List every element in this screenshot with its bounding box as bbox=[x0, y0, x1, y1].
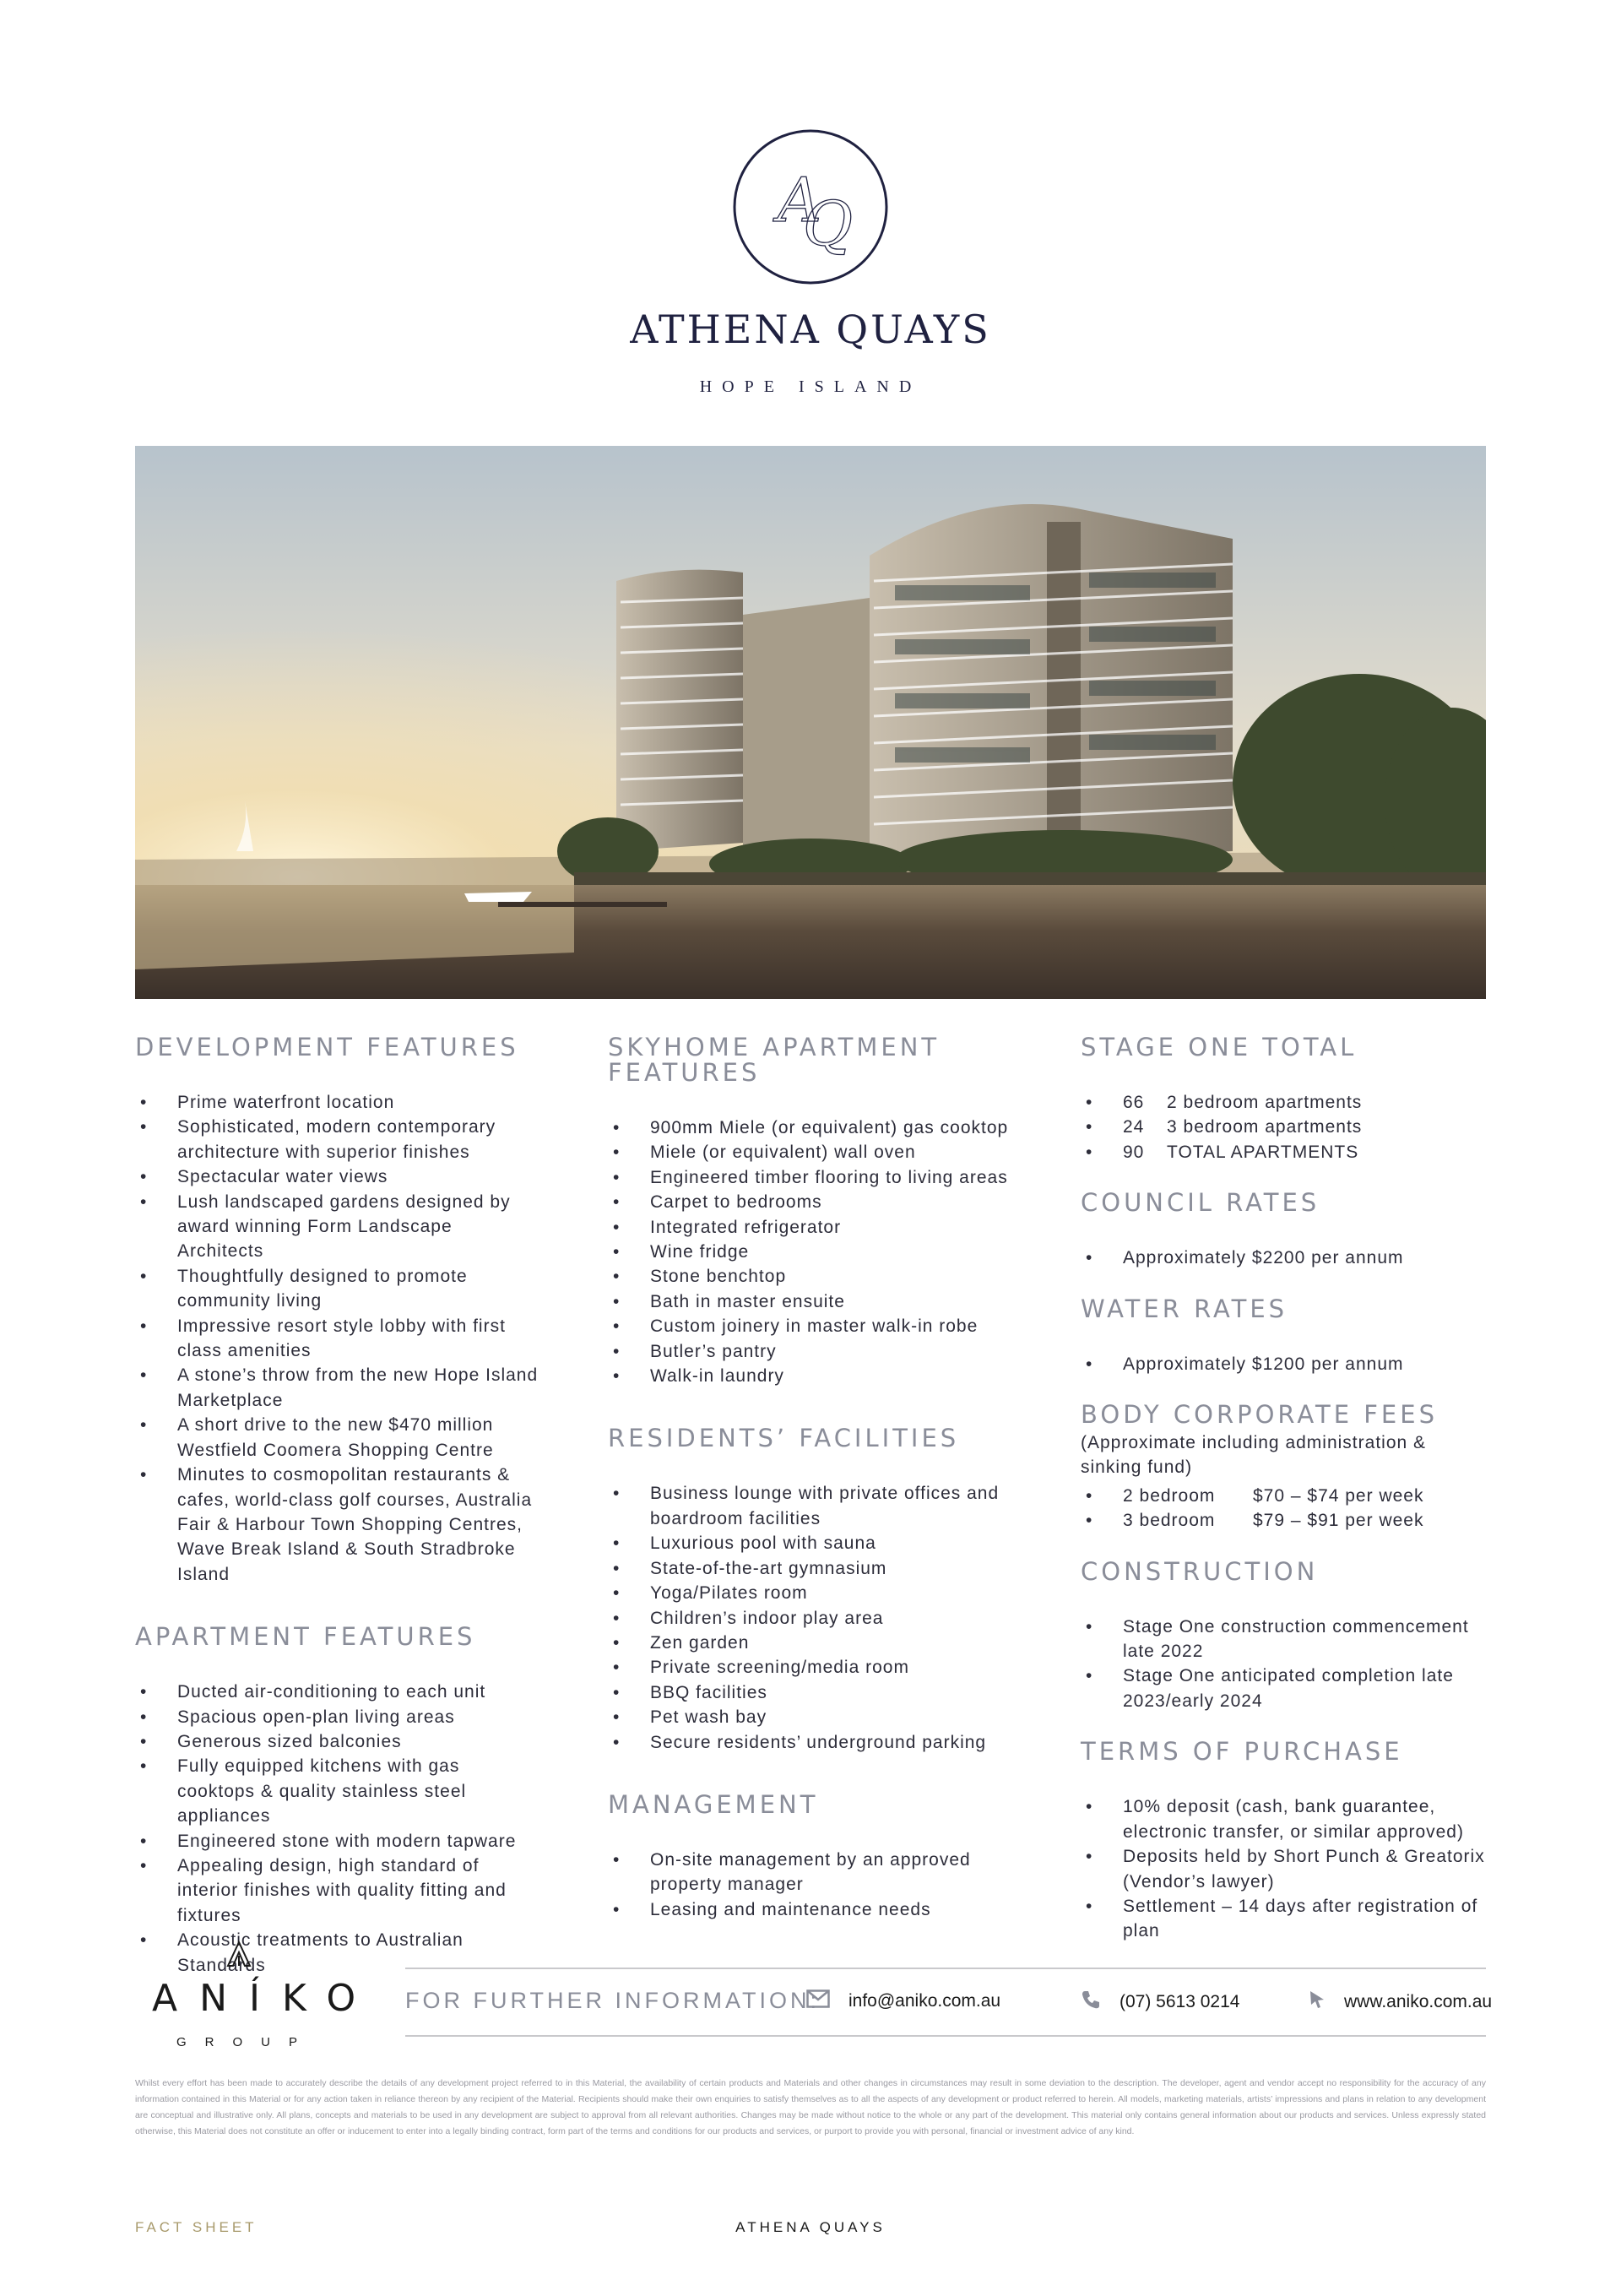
residents-facilities-list bbox=[608, 1481, 1047, 1754]
aniko-group-label: GROUP bbox=[176, 2035, 316, 2049]
list-item: • Custom joinery in master walk-in robe bbox=[608, 1314, 1047, 1338]
construction-list bbox=[1081, 1615, 1486, 1714]
body-corporate-note: (Approximate including administration & sinking fund) bbox=[1081, 1433, 1427, 1478]
fee-range: $70 – $74 per week bbox=[1253, 1485, 1424, 1506]
list-item: • Children’s indoor play area bbox=[608, 1606, 1047, 1631]
disclaimer-text: Whilst every effort has been made to accurately describe the details of any development project referred to in this Material, the availability of certain products and Materials and other changes in circumstances may result in some deviation to the description. The developer, agent and vendor accept no responsibility for the accuracy of any information contained in this Material or for any action taken in reliance thereon by any recipient of the Material. Recipients should make their own enquiries to satisfy themselves as to all the aspects of any development or product referred to herein. All models, marketing materials, artists’ impressions and plans in relation to any development are conceptual and illustrative only. All plans, concepts and materials to be used in any development are subject to approval from all relevant authorities. Changes may be made without notice to the whole or any part of the development. This material only contains general information about our products and services. Unless expressly stated otherwise, this Material does not constitute an offer or inducement to enter into a legally binding contract, form part of the terms and conditions for our products and services, or purport to provide you with personal, financial or investment advice of any kind. bbox=[135, 2078, 1486, 2136]
list-item: • Spacious open-plan living areas bbox=[135, 1705, 540, 1729]
list-item bbox=[1081, 1140, 1486, 1164]
apartment-type: 3 bedroom apartments bbox=[1167, 1117, 1363, 1137]
skyhome-features-title: SKYHOME APARTMENT FEATURES bbox=[608, 1033, 941, 1087]
list-item: • Integrated refrigerator bbox=[608, 1215, 1047, 1240]
list-item: • 10% deposit (cash, bank guarantee, electronic transfer, or similar approved) bbox=[1081, 1794, 1486, 1844]
list-item: • Stage One construction commencement late 2022 bbox=[1081, 1615, 1486, 1664]
list-item: • BBQ facilities bbox=[608, 1680, 1047, 1705]
building-main bbox=[870, 504, 1233, 868]
monogram-a: A bbox=[778, 165, 821, 236]
list-item: • Settlement – 14 days after registration of plan bbox=[1081, 1894, 1486, 1944]
building-left bbox=[616, 570, 743, 851]
column-middle bbox=[608, 1034, 1047, 1922]
list-item: • State-of-the-art gymnasium bbox=[608, 1556, 1047, 1581]
list-item: • Luxurious pool with sauna bbox=[608, 1531, 1047, 1555]
stage-one-title: STAGE ONE TOTAL bbox=[1081, 1033, 1358, 1061]
list-item: • Impressive resort style lobby with first class amenities bbox=[135, 1314, 540, 1364]
list-item: • Miele (or equivalent) wall oven bbox=[608, 1140, 1047, 1164]
list-item: • Walk-in laundry bbox=[608, 1364, 1047, 1388]
apartment-features-list bbox=[135, 1680, 540, 1978]
apartment-count: 24 bbox=[1123, 1117, 1145, 1137]
list-item: • Yoga/Pilates room bbox=[608, 1581, 1047, 1605]
list-item: • Engineered timber flooring to living areas bbox=[608, 1165, 1047, 1190]
brand-subtitle: HOPE ISLAND bbox=[699, 377, 922, 396]
list-item: • Business lounge with private offices and boardroom facilities bbox=[608, 1481, 1047, 1531]
email-link[interactable] bbox=[806, 1989, 1000, 2013]
list-item: • On-site management by an approved property manager bbox=[608, 1848, 1047, 1897]
list-item: • Pet wash bay bbox=[608, 1705, 1047, 1729]
monogram-q: Q bbox=[803, 188, 854, 259]
list-item: • Stone benchtop bbox=[608, 1264, 1047, 1289]
fact-sheet-label: FACT SHEET bbox=[135, 2219, 258, 2235]
apartment-count: 90 bbox=[1123, 1142, 1145, 1162]
body-corporate-title: BODY CORPORATE FEES bbox=[1081, 1400, 1438, 1430]
management-list bbox=[608, 1848, 1047, 1922]
list-item: • Generous sized balconies bbox=[135, 1729, 540, 1754]
header-logo bbox=[0, 127, 1621, 397]
list-item: • Leasing and maintenance needs bbox=[608, 1897, 1047, 1922]
water-rates-list bbox=[1081, 1352, 1486, 1376]
fee-range: $79 – $91 per week bbox=[1253, 1511, 1424, 1531]
list-item: • Zen garden bbox=[608, 1631, 1047, 1655]
list-item: • Carpet to bedrooms bbox=[608, 1190, 1047, 1214]
email-text[interactable]: info@aniko.com.au bbox=[848, 1991, 1001, 2011]
website-text[interactable]: www.aniko.com.au bbox=[1344, 1992, 1493, 2011]
list-item: • Acoustic treatments to Australian Standards bbox=[135, 1928, 540, 1978]
aq-monogram-icon bbox=[730, 127, 891, 291]
phone-icon bbox=[1081, 1989, 1101, 2015]
list-item: • 900mm Miele (or equivalent) gas cooktop bbox=[608, 1115, 1047, 1140]
body-corporate-list bbox=[1081, 1484, 1486, 1533]
phone-text[interactable]: (07) 5613 0214 bbox=[1120, 1992, 1240, 2011]
list-item: • Wine fridge bbox=[608, 1240, 1047, 1264]
footer-brand-label: ATHENA QUAYS bbox=[735, 2219, 886, 2235]
council-rates-list bbox=[1081, 1246, 1486, 1270]
list-item: • Approximately $2200 per annum bbox=[1081, 1246, 1486, 1270]
list-item: • Spectacular water views bbox=[135, 1164, 540, 1189]
list-item: • Fully equipped kitchens with gas cooktops & quality stainless steel appliances bbox=[135, 1754, 540, 1828]
development-features-title: DEVELOPMENT FEATURES bbox=[135, 1033, 519, 1061]
list-item: • Prime waterfront location bbox=[135, 1090, 540, 1115]
terms-title: TERMS OF PURCHASE bbox=[1081, 1737, 1403, 1767]
list-item: • Stage One anticipated completion late 2023/early 2024 bbox=[1081, 1664, 1486, 1713]
bedroom-type: 2 bedroom bbox=[1123, 1485, 1216, 1506]
list-item: • Lush landscaped gardens designed by award winning Form Landscape Architects bbox=[135, 1190, 540, 1264]
apartment-type: 2 bedroom apartments bbox=[1167, 1093, 1363, 1112]
construction-title: CONSTRUCTION bbox=[1081, 1556, 1319, 1586]
list-item bbox=[1081, 1115, 1486, 1139]
website-link[interactable] bbox=[1309, 1989, 1492, 2015]
residents-facilities-title: RESIDENTS’ FACILITIES bbox=[608, 1424, 960, 1453]
council-rates-title: COUNCIL RATES bbox=[1081, 1188, 1320, 1218]
cursor-icon bbox=[1309, 1989, 1326, 2015]
aniko-wordmark: ANÍKO bbox=[152, 1977, 378, 2020]
stage-one-list bbox=[1081, 1090, 1486, 1164]
list-item: • Ducted air-conditioning to each unit bbox=[135, 1680, 540, 1704]
aniko-mark-icon bbox=[226, 1940, 252, 1968]
contact-bar bbox=[405, 1968, 1493, 2037]
hero-render-image bbox=[135, 446, 1486, 999]
list-item: • A stone’s throw from the new Hope Island Marketplace bbox=[135, 1363, 540, 1413]
brand-title: ATHENA QUAYS bbox=[630, 307, 991, 352]
list-item: • Butler’s pantry bbox=[608, 1339, 1047, 1364]
apartment-features-title: APARTMENT FEATURES bbox=[135, 1622, 476, 1652]
list-item: • Secure residents’ underground parking bbox=[608, 1730, 1047, 1755]
mail-icon bbox=[806, 1989, 830, 2013]
bedroom-type: 3 bedroom bbox=[1123, 1511, 1216, 1531]
list-item bbox=[1081, 1484, 1486, 1508]
water-rates-title: WATER RATES bbox=[1081, 1294, 1288, 1323]
management-title: MANAGEMENT bbox=[608, 1789, 819, 1819]
skyhome-features-list bbox=[608, 1115, 1047, 1388]
development-features-list bbox=[135, 1090, 540, 1587]
list-item: • Private screening/media room bbox=[608, 1655, 1047, 1680]
list-item: • Minutes to cosmopolitan restaurants & cafes, world-class golf courses, Australia Fair & Harbour Town Shopping Centres, Wave Break Island & South Stradbroke Island bbox=[135, 1463, 540, 1587]
apartment-type: TOTAL APARTMENTS bbox=[1167, 1142, 1359, 1162]
list-item bbox=[1081, 1090, 1486, 1115]
list-item: • Deposits held by Short Punch & Greatorix (Vendor’s lawyer) bbox=[1081, 1844, 1486, 1894]
list-item: • Approximately $1200 per annum bbox=[1081, 1352, 1486, 1376]
list-item: • Sophisticated, modern contemporary architecture with superior finishes bbox=[135, 1115, 540, 1164]
list-item: • Appealing design, high standard of interior finishes with quality fitting and fixtures bbox=[135, 1854, 540, 1928]
terms-list bbox=[1081, 1794, 1486, 1943]
info-label: FOR FURTHER INFORMATION: bbox=[405, 1988, 820, 2013]
list-item bbox=[1081, 1508, 1486, 1533]
column-left bbox=[135, 1034, 540, 1978]
list-item: • Engineered stone with modern tapware bbox=[135, 1829, 540, 1854]
list-item: • Bath in master ensuite bbox=[608, 1289, 1047, 1314]
apartment-count: 66 bbox=[1123, 1093, 1145, 1112]
phone-link[interactable] bbox=[1081, 1989, 1239, 2015]
list-item: • A short drive to the new $470 million Westfield Coomera Shopping Centre bbox=[135, 1413, 540, 1463]
column-right bbox=[1081, 1034, 1486, 1944]
list-item: • Thoughtfully designed to promote community living bbox=[135, 1264, 540, 1314]
